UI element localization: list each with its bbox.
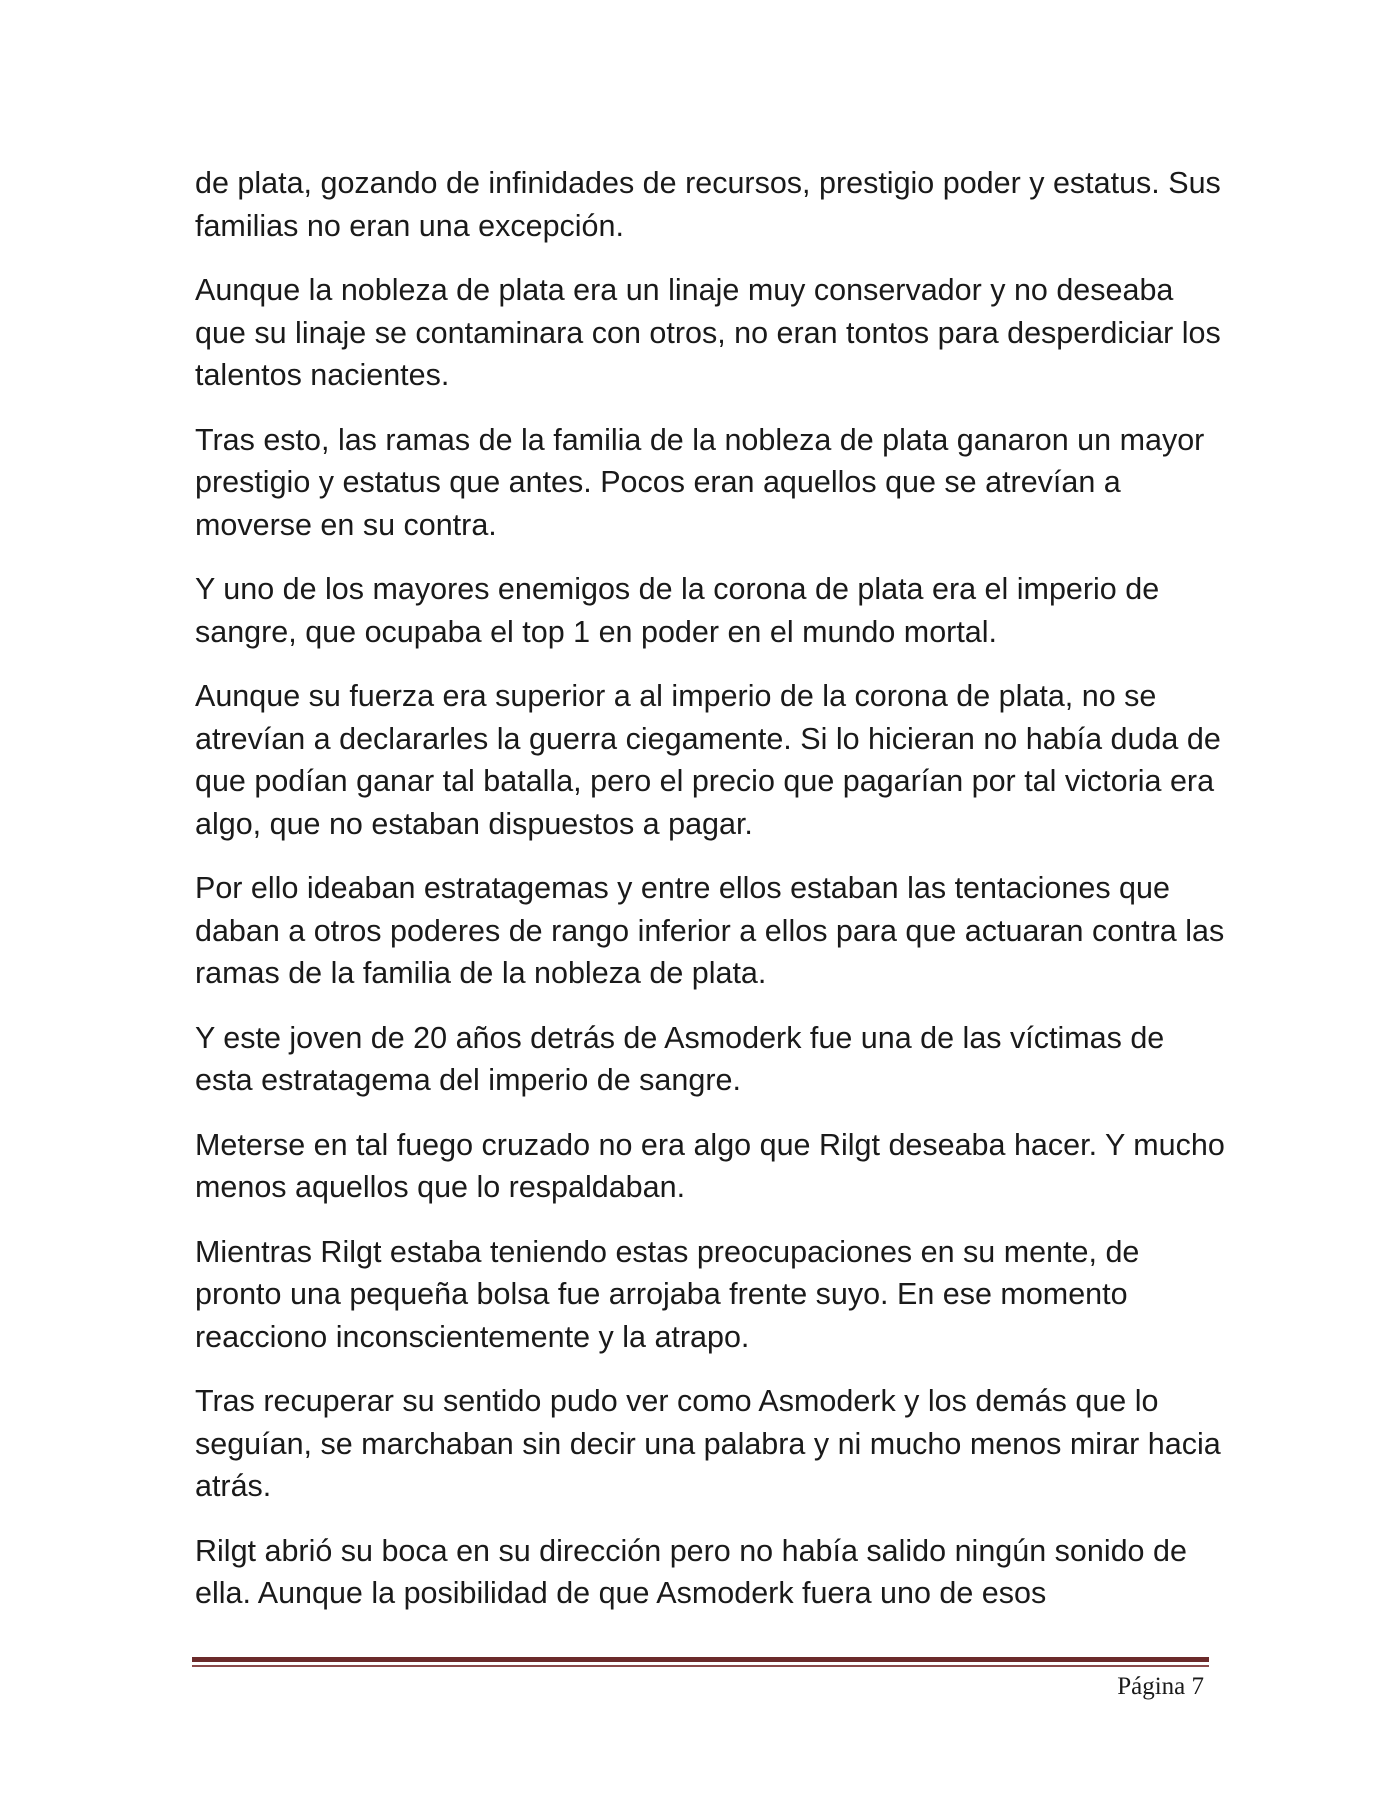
footer-rule-thick [192, 1657, 1209, 1662]
paragraph-7: Y este joven de 20 años detrás de Asmoderk fue una de las víctimas de esta estratagema del imperio de sangre. [195, 1020, 1165, 1097]
page-number: Página 7 [1117, 1673, 1204, 1700]
paragraph-4: Y uno de los mayores enemigos de la corona de plata era el imperio de sangre, que ocupaba el top 1 en poder en el mundo mortal. [195, 572, 1160, 649]
body-text [195, 162, 1225, 1637]
paragraph-8: Meterse en tal fuego cruzado no era algo que Rilgt deseaba hacer. Y mucho menos aquellos que lo respaldaban. [195, 1127, 1225, 1204]
paragraph-2: Aunque la nobleza de plata era un linaje muy conservador y no deseaba que su linaje se contaminara con otros, no eran tontos para desperdiciar los talentos nacientes. [195, 273, 1221, 392]
paragraph-6: Por ello ideaban estratagemas y entre ellos estaban las tentaciones que daban a otros poderes de rango inferior a ellos para que actuaran contra las ramas de la familia de la nobleza de plata. [195, 871, 1225, 990]
paragraph-11: Rilgt abrió su boca en su dirección pero no había salido ningún sonido de ella. Aunque la posibilidad de que Asmoderk fuera uno de esos [195, 1533, 1187, 1610]
paragraph-10: Tras recuperar su sentido pudo ver como Asmoderk y los demás que lo seguían, se marchaban sin decir una palabra y ni mucho menos mirar hacia atrás. [195, 1384, 1221, 1503]
footer-rule-thin [192, 1665, 1209, 1667]
paragraph-3: Tras esto, las ramas de la familia de la nobleza de plata ganaron un mayor prestigio y estatus que antes. Pocos eran aquellos que se atrevían a moverse en su contra. [195, 422, 1205, 542]
paragraph-9: Mientras Rilgt estaba teniendo estas preocupaciones en su mente, de pronto una pequeña bolsa fue arrojaba frente suyo. En ese momento reacciono inconscientemente y la atrapo. [195, 1234, 1140, 1354]
paragraph-1: de plata, gozando de infinidades de recursos, prestigio poder y estatus. Sus familias no eran una excepción. [195, 166, 1221, 243]
paragraph-5: Aunque su fuerza era superior a al imperio de la corona de plata, no se atrevían a declararles la guerra ciegamente. Si lo hicieran no había duda de que podían ganar tal batalla, pero el precio que pagarían por tal victoria era algo, que no estaban dispuestos a pagar. [195, 679, 1221, 841]
